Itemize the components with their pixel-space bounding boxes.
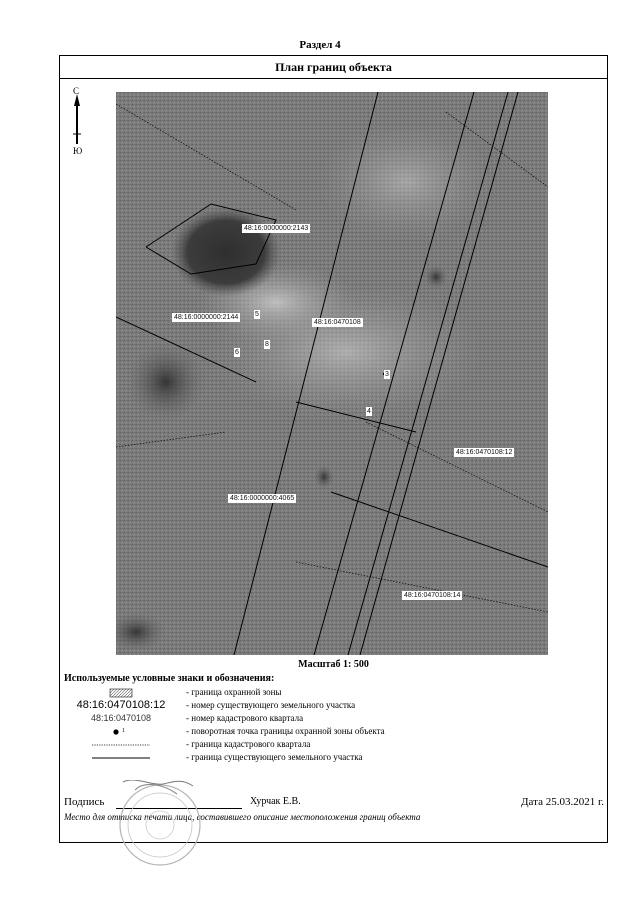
parcel-label: 48:16:0470108:12 xyxy=(456,449,513,456)
legend-title: Используемые условные знаки и обозначения: xyxy=(64,673,275,684)
legend-symbol: 1 xyxy=(122,728,125,734)
legend-symbol: 48:16:0470108 xyxy=(90,713,152,723)
parcel-label: 48:16:0000000:2143 xyxy=(244,225,309,232)
parcel-label: 48:16:0000000:4065 xyxy=(230,495,295,502)
map-scale: Масштаб 1: 500 xyxy=(298,659,369,670)
legend-text: - номер существующего земельного участка xyxy=(186,700,356,710)
point-number: 4 xyxy=(367,408,371,415)
dotted-line-icon xyxy=(62,738,180,750)
document-frame xyxy=(59,55,608,843)
hatched-zone-icon xyxy=(62,686,180,698)
legend-item xyxy=(60,686,580,698)
plan-title: План границ объекта xyxy=(60,56,607,79)
point-number: 5 xyxy=(255,311,259,318)
legend-symbol: 48:16:0470108:12 xyxy=(76,699,166,711)
legend-text: - поворотная точка границы охранной зоны объекта xyxy=(186,726,385,736)
legend-text: - граница кадастрового квартала xyxy=(186,739,311,749)
seal-note: Место для оттиска печати лица, составившего описание местоположения границ объекта xyxy=(64,812,421,822)
aerial-map xyxy=(116,92,548,655)
legend-item xyxy=(60,751,580,763)
legend-item xyxy=(60,699,580,711)
signer-name: Хурчак Е.В. xyxy=(250,796,301,807)
point-number: 3 xyxy=(385,371,389,378)
quarter-label: 48:16:0470108 xyxy=(314,319,361,326)
north-arrow-icon xyxy=(71,86,91,166)
legend-text: - номер кадастрового квартала xyxy=(186,713,304,723)
legend-item xyxy=(60,712,580,724)
compass-north-label: С xyxy=(73,86,80,96)
compass-south-label: Ю xyxy=(73,146,83,156)
signature-label: Подпись xyxy=(64,796,105,808)
seal-stamp xyxy=(115,780,205,870)
point-number: 6 xyxy=(235,349,239,356)
legend-item xyxy=(60,738,580,750)
solid-line-icon xyxy=(62,751,180,763)
legend-item xyxy=(60,725,580,737)
point-number: 8 xyxy=(265,341,269,348)
parcel-label: 48:16:0470108:14 xyxy=(404,592,461,599)
turning-point-icon xyxy=(62,725,180,737)
section-heading: Раздел 4 xyxy=(299,39,341,51)
parcel-label: 48:16:0000000:2144 xyxy=(174,314,239,321)
legend-text: - граница охранной зоны xyxy=(186,687,282,697)
signature-date: Дата 25.03.2021 г. xyxy=(521,796,604,808)
legend-text: - граница существующего земельного участка xyxy=(186,752,363,762)
